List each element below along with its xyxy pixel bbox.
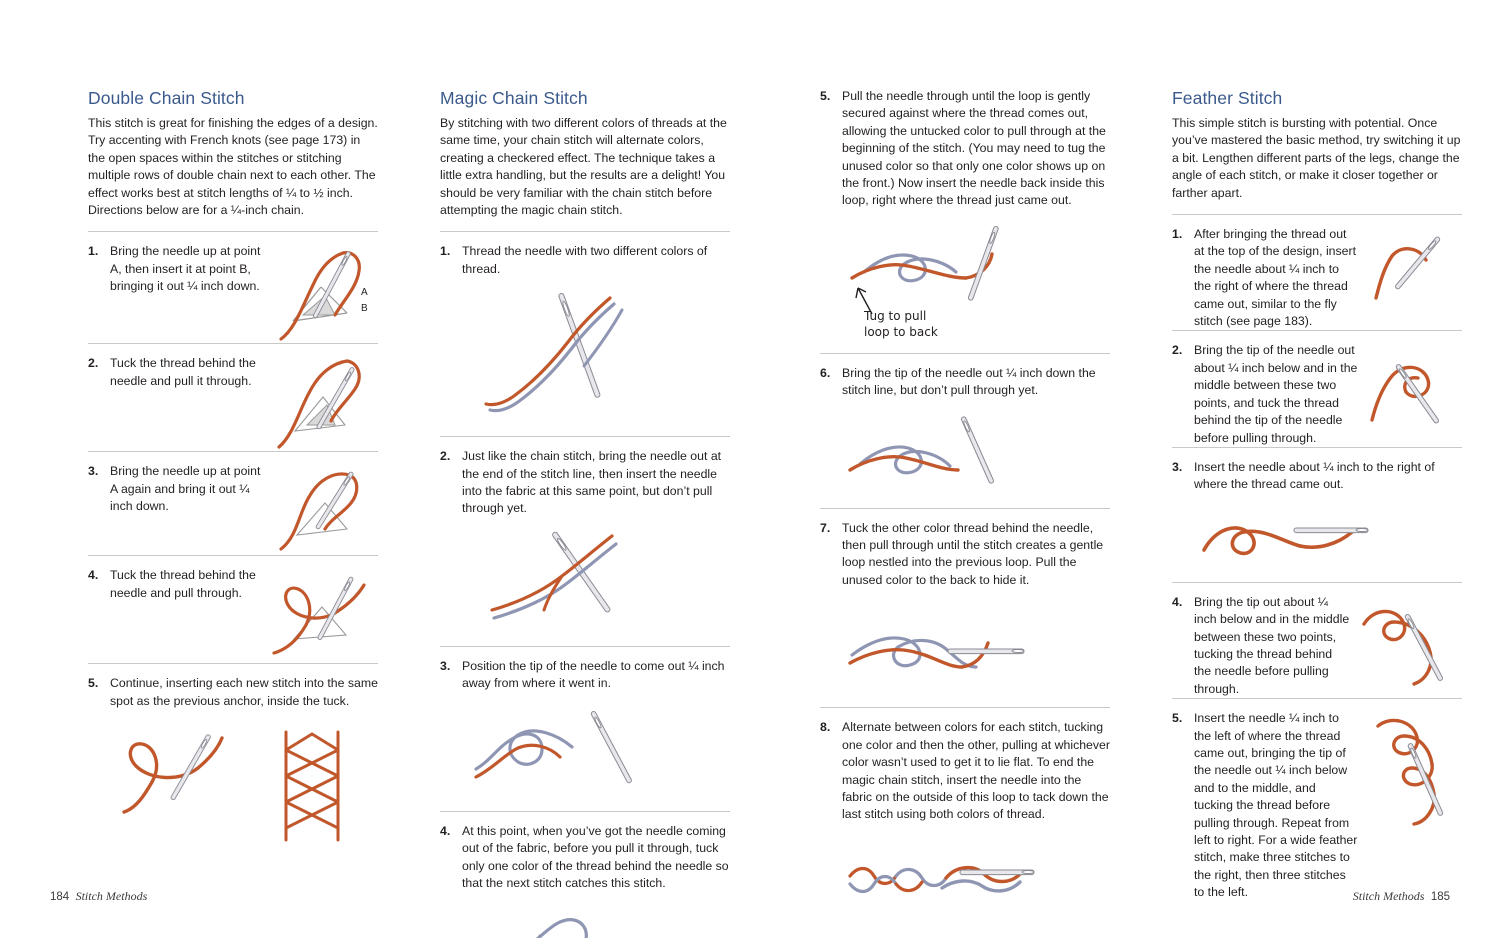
step-text: Tuck the thread behind the needle and pull through. — [110, 568, 256, 600]
figure-feather-step5 — [1362, 710, 1462, 836]
page-title-feather: Feather Stitch — [1172, 88, 1283, 108]
list-item — [1172, 698, 1462, 901]
figure-double-chain-step4 — [268, 567, 378, 663]
figure-feather-step1 — [1362, 226, 1462, 318]
step-number: 4. — [88, 568, 99, 583]
step-number: 4. — [1172, 594, 1183, 609]
step-text: Bring the needle up at point A, then insert it at point B, bringing it out ¼ inch down. — [110, 244, 261, 294]
step-number: 5. — [88, 676, 99, 691]
step-number: 6. — [820, 365, 831, 380]
list-item — [1172, 447, 1462, 582]
step-text: Pull the needle through until the loop is gently secured against where the thread comes out, allowing the untucked color to pull through at the beginning of the stitch. (You may need to tug the unused color so that only one color shows up on the front.) Now insert the needle back inside this loop, right where the thread just came out. — [842, 89, 1106, 208]
step-number: 8. — [820, 720, 831, 735]
step-text: Bring the needle up at point A again and bring it out ¼ inch down. — [110, 464, 261, 514]
label-point-b: B — [361, 303, 368, 315]
steps-feather — [1172, 214, 1462, 902]
step-text: At this point, when you’ve got the needle coming out of the fabric, before you pull it through, tuck only one color of the thread behind the needle so that the next stitch catches this stitch. — [462, 823, 729, 890]
step-number: 4. — [440, 823, 451, 838]
step-number: 2. — [440, 449, 451, 464]
step-number: 1. — [440, 244, 451, 259]
figure-magic-chain-step6 — [842, 406, 1110, 496]
folio-left-label: Stitch Methods — [75, 889, 148, 903]
step-text: Bring the tip out about ¼ inch below and in the middle between these two points, tucking the thread behind the needle before pulling through. — [1194, 594, 1350, 696]
step-text: Continue, inserting each new stitch into the same spot as the previous anchor, inside the tuck. — [110, 676, 378, 708]
figure-magic-chain-step8 — [842, 830, 1110, 910]
column-magic-chain-stitch — [440, 88, 730, 890]
list-item — [88, 663, 378, 858]
step-text: Tuck the other color thread behind the needle, then pull through until the stitch creates a gentle loop nestled into the previous loop. Pull the unused color to the back to hide it. — [842, 520, 1104, 587]
page-title-double-chain: Double Chain Stitch — [88, 88, 245, 108]
step-number: 2. — [88, 356, 99, 371]
steps-double-chain — [88, 231, 378, 858]
folio-left-number: 184 — [50, 891, 70, 903]
folio-left — [50, 889, 147, 904]
step-text: Insert the needle about ¼ inch to the right of where the thread came out. — [1194, 459, 1435, 492]
list-item — [820, 508, 1110, 708]
step-number: 3. — [440, 658, 451, 673]
annotation-line1: Tug to pull — [864, 308, 927, 323]
step-text: Thread the needle with two different colors of thread. — [462, 244, 708, 276]
figure-magic-chain-step2 — [462, 524, 730, 634]
figure-magic-chain-step4 — [462, 898, 730, 938]
step-number: 7. — [820, 520, 831, 535]
figure-double-chain-step3 — [273, 463, 378, 555]
figure-magic-chain-step1 — [462, 284, 730, 424]
figure-magic-chain-step3 — [462, 699, 730, 799]
figure-feather-step3 — [1194, 500, 1462, 570]
steps-magic-chain-continued — [820, 88, 1110, 922]
step-number: 3. — [88, 464, 99, 479]
column-gap-right — [1110, 88, 1172, 878]
step-number: 1. — [1172, 227, 1183, 242]
list-item — [440, 646, 730, 811]
list-item — [820, 353, 1110, 508]
annotation-line2: loop to back — [864, 324, 938, 339]
figure-magic-chain-step5 — [842, 216, 1110, 341]
figure-double-chain-step5 — [110, 716, 378, 846]
list-item — [440, 231, 730, 436]
step-number: 3. — [1172, 459, 1183, 474]
step-text: Alternate between colors for each stitch, tucking one color and then the other, pulling at whichever color wasn’t used to get it to lie flat. To end the magic chain stitch, insert the needle into the fabric on the outside of this loop to tack down the last stitch using both colors of thread. — [842, 720, 1110, 822]
step-text: Bring the tip of the needle out ¼ inch down the stitch line, but don’t pull through yet. — [842, 365, 1096, 398]
step-text: Insert the needle ¼ inch to the left of where the thread came out, bringing the tip of the needle out ¼ inch below and to the middle, and tucking the thread before pulling through. Repeat from left to right. For a wide feather stitch, make three stitches to the right, then three stitches to the left. — [1194, 711, 1358, 900]
step-number: 1. — [88, 244, 99, 259]
list-item — [440, 811, 730, 938]
column-magic-chain-continued — [820, 88, 1110, 878]
figure-double-chain-step2 — [273, 355, 378, 451]
page-title-magic-chain: Magic Chain Stitch — [440, 88, 588, 108]
column-gap — [378, 88, 440, 878]
step-text: Position the tip of the needle to come out ¼ inch away from where it went in. — [462, 658, 725, 691]
step-text: Just like the chain stitch, bring the needle out at the end of the stitch line, then insert the needle into the fabric at this same point, but don’t pull through yet. — [462, 449, 722, 516]
spread-gutter — [730, 88, 820, 878]
list-item — [88, 451, 378, 555]
step-number: 2. — [1172, 343, 1183, 358]
folio-right-number: 185 — [1430, 891, 1450, 903]
intro-double-chain: This stitch is great for finishing the edges of a design. Try accenting with French knots (see page 173) in the open spaces within the stitches or stitching multiple rows of double chain next to each other. The effect works best at stitch lengths of ¼ to ½ inch. Directions below are for a ¼-inch chain. — [88, 116, 378, 218]
intro-feather: This simple stitch is bursting with potential. Once you’ve mastered the basic method, try switching it up a bit. Lengthen different parts of the legs, change the angle of each stitch, or make it closer together or farther apart. — [1172, 116, 1461, 200]
list-item — [88, 231, 378, 343]
list-item — [820, 707, 1110, 921]
list-item — [88, 343, 378, 451]
step-number: 5. — [1172, 711, 1183, 726]
figure-double-chain-step1 — [273, 243, 378, 343]
list-item — [1172, 330, 1462, 446]
list-item — [88, 555, 378, 663]
step-text: Tuck the thread behind the needle and pull it through. — [110, 356, 256, 388]
figure-feather-step2 — [1362, 342, 1462, 438]
step-text: After bringing the thread out at the top of the design, insert the needle about ¼ inch to the right of where the thread came out, similar to the fly stitch (see page 183). — [1194, 227, 1357, 329]
step-number: 5. — [820, 89, 831, 103]
steps-magic-chain — [440, 231, 730, 938]
label-point-a: A — [361, 287, 368, 299]
intro-magic-chain: By stitching with two different colors of threads at the same time, your chain stitch will alternate colors, creating a checkered effect. The technique takes a little extra handling, but the results are a delight! You should be very familiar with the chain stitch before attempting the magic chain stitch. — [440, 116, 727, 218]
folio-right — [1353, 889, 1450, 904]
step-text: Bring the tip of the needle out about ¼ inch below and in the middle between these two points, and tuck the thread behind the tip of the needle before pulling through. — [1194, 343, 1358, 445]
column-double-chain-stitch — [88, 88, 378, 878]
folio-right-label: Stitch Methods — [1352, 889, 1425, 903]
list-item — [1172, 214, 1462, 330]
figure-feather-step4 — [1356, 594, 1462, 698]
list-item — [820, 88, 1110, 353]
list-item — [1172, 582, 1462, 698]
figure-magic-chain-step7 — [842, 595, 1110, 695]
list-item — [440, 436, 730, 646]
